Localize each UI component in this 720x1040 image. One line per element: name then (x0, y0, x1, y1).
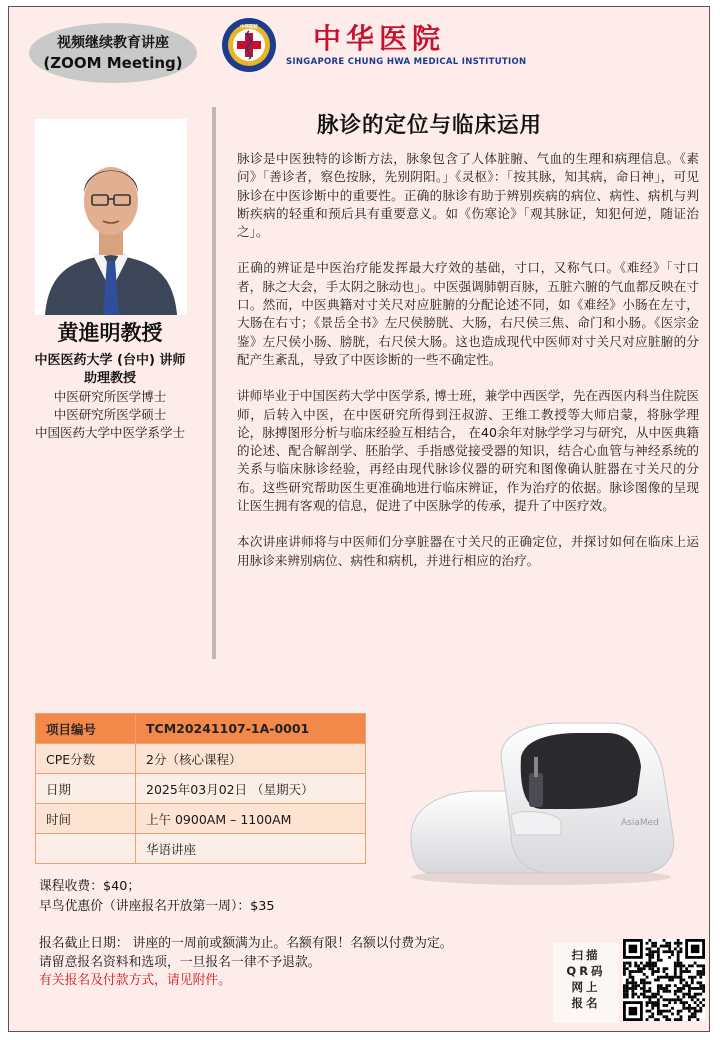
refund-policy-text: 请留意报名资料和选项，一旦报名一律不予退款。 (39, 954, 321, 970)
row-label: CPE分数 (36, 744, 136, 774)
paragraph-1: 脉诊是中医独特的诊断方法，脉象包含了人体脏腑、气血的生理和病理信息。《素问》「善诊者，察色按脉，先别阴阳。」《灵枢》：「按其脉，知其病，命日神」，可见脉诊在中医诊断中的重要性。正确的脉诊有助于辨别疾病的病位、病性、病机与判断疾病的轻重和预后具有重要意义。如《伤寒论》「观其脉证，知犯何逆，随证治之」。 (237, 151, 699, 240)
institution-logo-icon (221, 17, 277, 73)
payment-method-text: 有关报名及付款方式，请见附件。 (39, 973, 231, 988)
pulse-diagnosis-device-image (401, 717, 681, 887)
table-row (36, 714, 366, 744)
fee-section (39, 877, 275, 917)
lecture-title: 脉诊的定位与临床运用 (317, 113, 543, 138)
qr-instruction (553, 943, 619, 1023)
row-label (36, 834, 136, 864)
speaker-degree-3: 中国医药大学中医学系学士 (34, 425, 185, 440)
row-value: 2025年03月02日 （星期天） (136, 774, 366, 804)
event-type-badge (29, 23, 197, 83)
device-brand-label: AsiaMed (621, 818, 659, 828)
table-row (36, 834, 366, 864)
table-row (36, 774, 366, 804)
paragraph-2: 正确的辨证是中医治疗能发挥最大疗效的基础，寸口，又称气口。《难经》「寸口者，脉之大会，手太阴之脉动也」。中医强调肺朝百脉，五脏六腑的气血都反映在寸口。然而，中医典籍对寸关尺对应脏腑的分配论述不同，如《难经》小肠在左寸，大肠在右寸；《景岳全书》左尺侯膀胱、大肠，右尺侯三焦、命门和小肠。《医宗金鉴》左尺侯小肠、膀胱，右尺侯大肠。这也造成现代中医师对寸关尺对应脏腑的分配产生紊乱，导致了中医诊断的一些不确定性。 (237, 260, 699, 367)
divider (212, 107, 216, 659)
qr-label-line: QR码 (566, 964, 606, 978)
badge-line-2: (ZOOM Meeting) (43, 53, 183, 72)
deadline-text: 报名截止日期： 讲座的一周前或额满为止。名额有限！名额以付费为定。 (39, 936, 453, 951)
institution-name-en: SINGAPORE CHUNG HWA MEDICAL INSTITUTION (286, 57, 527, 67)
row-value: TCM20241107-1A-0001 (136, 714, 366, 744)
qr-label-line: 扫描 (571, 948, 601, 962)
qr-label-line: 报名 (571, 996, 601, 1010)
course-info-table (35, 713, 366, 864)
row-label: 项目编号 (36, 714, 136, 744)
speaker-photo (35, 119, 187, 315)
registration-qr-code-icon[interactable] (623, 939, 705, 1021)
registration-notice (39, 935, 559, 991)
early-bird-fee: 早鸟优惠价（讲座报名开放第一周）：$35 (39, 899, 275, 914)
speaker-credentials (9, 352, 211, 442)
qr-label-line: 网上 (571, 980, 601, 994)
poster (8, 6, 710, 1032)
speaker-position: 助理教授 (83, 371, 136, 386)
speaker-affiliation: 中医医药大学 (台中) 讲师 (34, 353, 186, 368)
speaker-degree-2: 中医研究所医学硕士 (53, 407, 167, 422)
paragraph-4: 本次讲座讲师将与中医师们分享脏器在寸关尺的正确定位，并探讨如何在临床上运用脉诊来辨别病位、病性和病机，并进行相应的治疗。 (237, 534, 699, 568)
row-value: 华语讲座 (136, 834, 366, 864)
row-value: 上午 0900AM – 1100AM (136, 804, 366, 834)
row-label: 时间 (36, 804, 136, 834)
speaker-name: 黄進明教授 (57, 321, 163, 345)
table-row (36, 744, 366, 774)
course-fee: 课程收费：$40； (39, 879, 141, 894)
speaker-degree-1: 中医研究所医学博士 (53, 389, 167, 404)
paragraph-3: 讲师毕业于中国医药大学中医学系, 博士班，兼学中西医学，先在西医内科当住院医师，后转入中医，在中医研究所得到汪叔游、王维工教授等大师启蒙，将脉学理论，脉搏图形分析与临床经验互相结合， 在40余年对脉学学习与研究，从中医典籍的论述、配合解剖学、胚胎学、手指感觉接受器的知识，结合心血管与神经系统的关系与临床脉诊经验，再经由现代脉诊仪器的研究和图像确认脏器在寸关尺的分布。这些研究帮助医生更准确地进行临床辨证，作为治疗的依据。脉诊图像的呈现让医生拥有客观的信息，促进了中医脉学的传承，提升了中医疗效。 (237, 388, 699, 514)
table-row (36, 804, 366, 834)
lecture-description (237, 150, 699, 588)
badge-line-1: 视频继续教育讲座 (57, 34, 169, 51)
row-value: 2分（核心课程） (136, 744, 366, 774)
institution-name-cn: 中华医院 (313, 22, 446, 55)
row-label: 日期 (36, 774, 136, 804)
logo-text: 中华医院 (240, 25, 258, 30)
